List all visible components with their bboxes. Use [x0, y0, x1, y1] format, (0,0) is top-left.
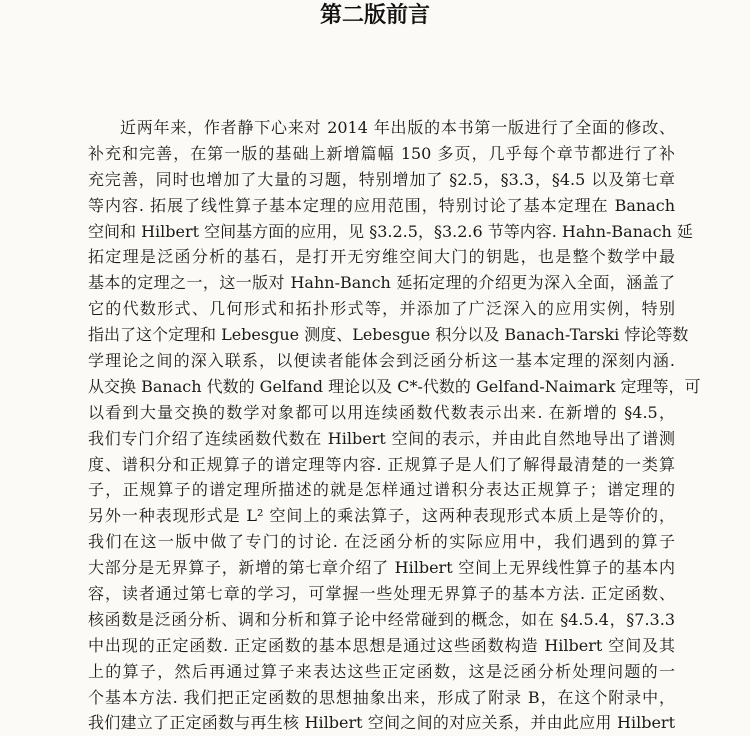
text-line: 另外一种表现形式是 L² 空间上的乘法算子，这两种表现形式本质上是等价的， — [88, 506, 675, 526]
text-line: 充完善，同时也增加了大量的习题，特别增加了 §2.5，§3.3，§4.5 以及第七章 — [88, 169, 675, 189]
body-text — [88, 115, 701, 736]
text-line: 我们专门介绍了连续函数代数在 Hilbert 空间的表示，并由此自然地导出了谱测 — [88, 428, 675, 448]
text-line: 度、谱积分和正规算子的谱定理等内容. 正规算子是人们了解得最清楚的一类算 — [88, 454, 675, 474]
text-line: 近两年来，作者静下心来对 2014 年出版的本书第一版进行了全面的修改、 — [120, 118, 675, 137]
text-line: 空间和 Hilbert 空间基方面的应用，见 §3.2.5，§3.2.6 节等内容. Hahn-Banach 延 — [88, 221, 693, 241]
text-line: 上的算子，然后再通过算子来表达这些正定函数，这是泛函分析处理问题的一 — [88, 661, 675, 681]
text-line: 拓定理是泛函分析的基石，是打开无穷维空间大门的钥匙，也是整个数学中最 — [88, 247, 675, 267]
text-line: 个基本方法. 我们把正定函数的思想抽象出来，形成了附录 B，在这个附录中， — [88, 687, 675, 707]
text-line: 大部分是无界算子，新增的第七章介绍了 Hilbert 空间上无界线性算子的基本内 — [88, 558, 675, 578]
text-line: 学理论之间的深入联系，以便读者能体会到泛函分析这一基本定理的深刻内涵. — [88, 351, 675, 371]
text-line: 等内容. 拓展了线性算子基本定理的应用范围，特别讨论了基本定理在 Banach — [88, 195, 675, 215]
text-line: 子，正规算子的谱定理所描述的就是怎样通过谱积分表达正规算子；谱定理的 — [88, 480, 675, 500]
text-line: 从交换 Banach 代数的 Gelfand 理论以及 C*-代数的 Gelfand-Naimark 定理等，可 — [88, 376, 701, 396]
text-line: 以看到大量交换的数学对象都可以用连续函数代数表示出来. 在新增的 §4.5， — [88, 402, 675, 422]
text-line: 指出了这个定理和 Lebesgue 测度、Lebesgue 积分以及 Banach-Tarski 悖论等数 — [88, 325, 689, 345]
text-line: 基本的定理之一，这一版对 Hahn-Banch 延拓定理的介绍更为深入全面，涵盖了 — [88, 273, 675, 293]
text-line: 我们建立了正定函数与再生核 Hilbert 空间之间的对应关系，并由此应用 Hilbert — [88, 713, 675, 733]
page-title: 第二版前言 — [319, 3, 430, 28]
text-line: 补充和完善，在第一版的基础上新增篇幅 150 多页，几乎每个章节都进行了补 — [88, 143, 675, 163]
text-line: 它的代数形式、几何形式和拓扑形式等，并添加了广泛深入的应用实例，特别 — [88, 299, 675, 319]
text-line: 我们在这一版中做了专门的讨论. 在泛函分析的实际应用中，我们遇到的算子 — [88, 532, 675, 552]
text-line: 容，读者通过第七章的学习，可掌握一些处理无界算子的基本方法. 正定函数、 — [88, 584, 675, 604]
text-line: 中出现的正定函数. 正定函数的基本思想是通过这些函数构造 Hilbert 空间及其 — [88, 635, 675, 655]
text-line: 核函数是泛函分析、调和分析和算子论中经常碰到的概念，如在 §4.5.4，§7.3.3 — [88, 609, 675, 629]
